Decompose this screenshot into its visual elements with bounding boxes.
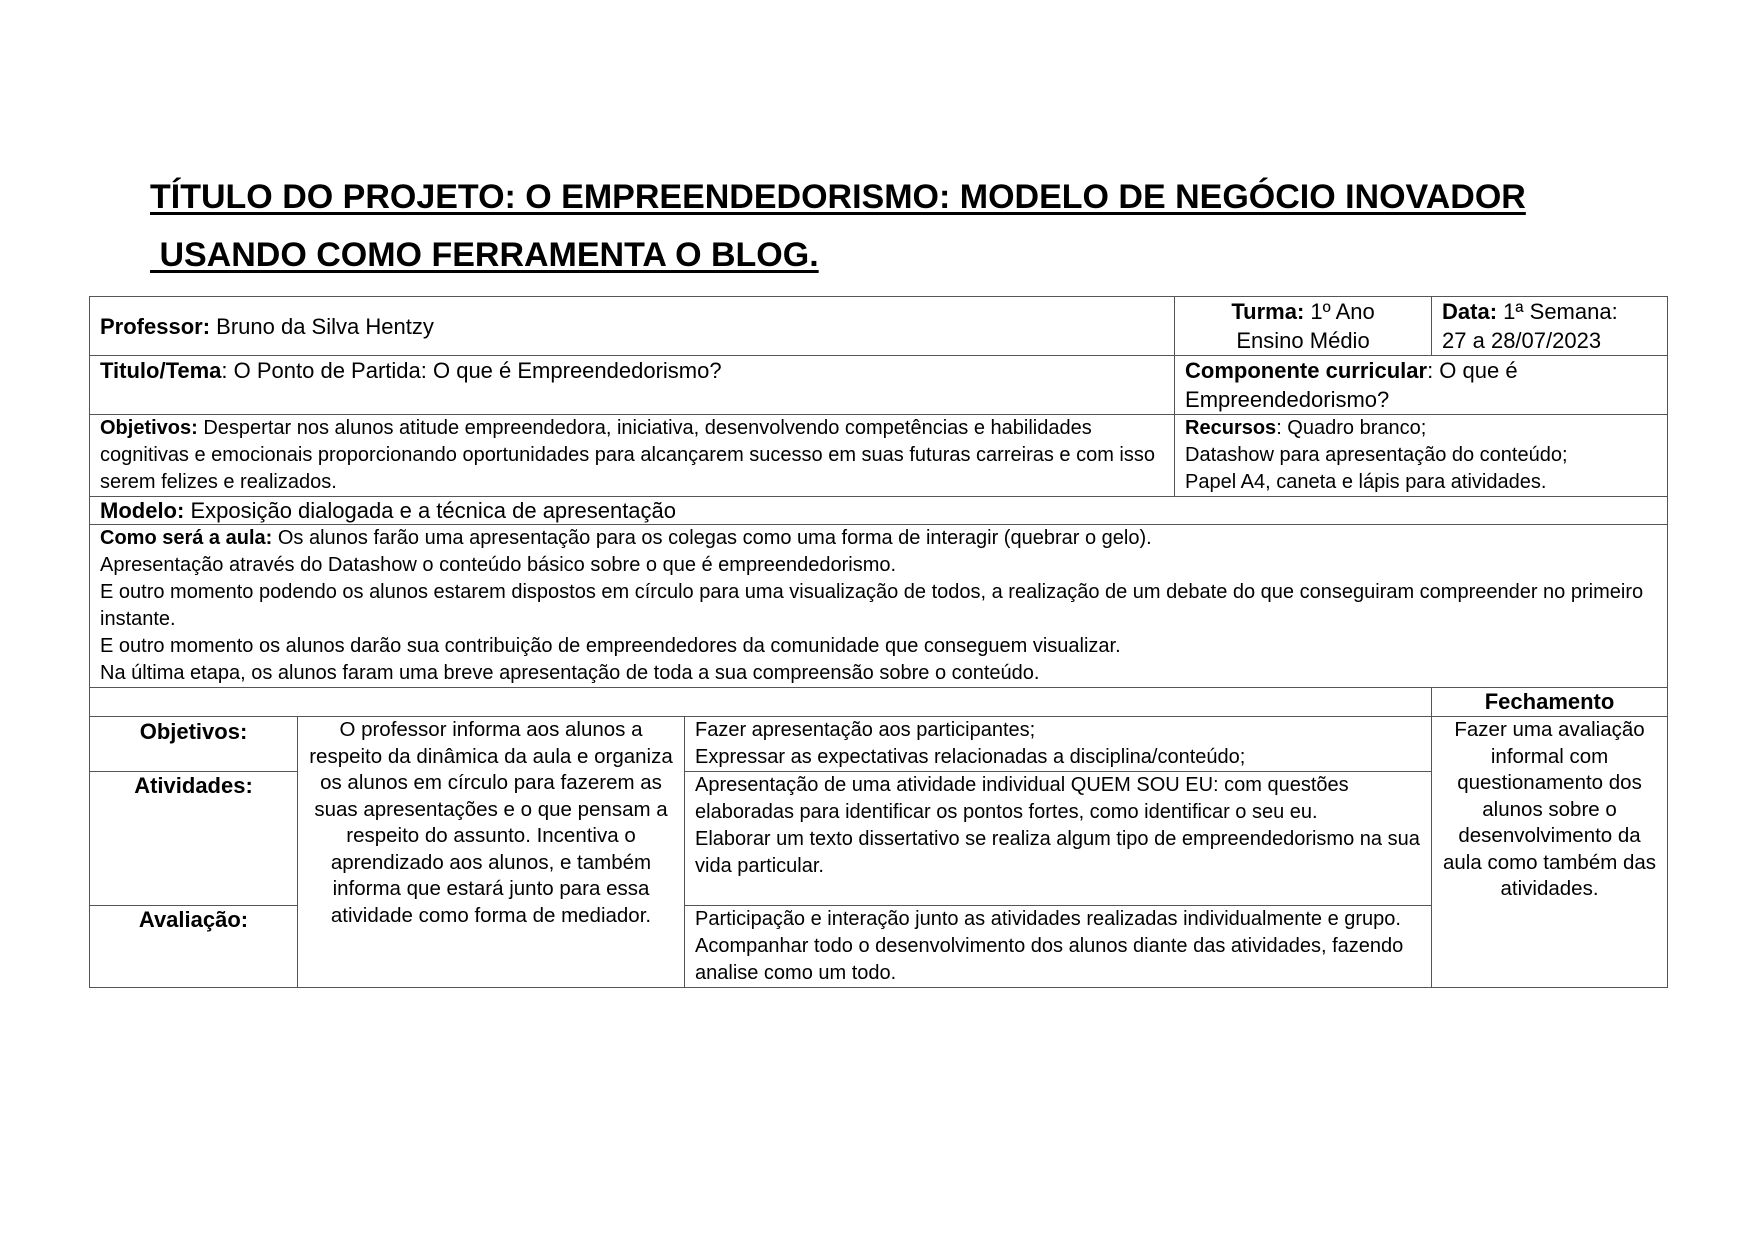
modelo-label: Modelo: [100,498,185,523]
header-row [90,297,1668,356]
recursos-line-2: Datashow para apresentação do conteúdo; [1185,444,1568,466]
fechamento-header-row [90,688,1668,717]
aula-line-2: Apresentação através do Datashow o conteúdo básico sobre o que é empreendedorismo. [100,554,897,576]
recursos-line-3: Papel A4, caneta e lápis para atividades. [1185,471,1547,493]
componente-value: : O que é Empreendedorismo? [1185,358,1518,412]
recursos-label: Recursos [1185,417,1277,439]
professor-value: Bruno da Silva Hentzy [210,313,434,339]
grid-objetivos-row [90,717,1668,772]
data-value-line-2: 27 a 28/07/2023 [1442,328,1602,353]
componente-cell [1175,356,1668,415]
tema-label: Titulo/Tema [100,358,222,383]
turma-label: Turma: [1231,299,1305,324]
data-value: 1ª Semana: [1497,299,1618,324]
aula-line-4: E outro momento os alunos darão sua contribuição de empreendedores da comunidade que conseguem visualizar. [100,635,1121,657]
grid-atividades-line-2: Elaborar um texto dissertativo se realiza algum tipo de empreendedorismo na sua vida particular. [695,828,1420,877]
componente-label: Componente curricular [1185,358,1428,383]
grid-atividades-label: Atividades: [90,772,298,906]
objetivos-row [90,415,1668,497]
grid-avaliacao-label: Avaliação: [90,906,298,988]
tema-row [90,356,1668,415]
tema-value: : O Ponto de Partida: O que é Empreendedorismo? [221,358,722,383]
professor-label: Professor: [100,313,211,339]
aula-label: Como será a aula: [100,527,273,549]
professor-dinamica-cell: O professor informa aos alunos a respeito da dinâmica da aula e organiza os alunos em círculo para fazerem as suas apresentações e o que pensam a respeito do assunto. Incentiva o aprendizado aos alunos, e também informa que estará junto para essa atividade como forma de mediador. [298,717,685,988]
aula-line-1: Os alunos farão uma apresentação para os colegas como uma forma de interagir (quebrar o gelo). [272,527,1152,549]
professor-cell [90,297,1175,356]
turma-value-line-2: Ensino Médio [1236,328,1370,353]
grid-objetivos-cell [685,717,1432,772]
recursos-cell [1175,415,1668,497]
modelo-row [90,497,1668,525]
data-label: Data: [1442,299,1498,324]
fechamento-cell: Fazer uma avaliação informal com questionamento dos alunos sobre o desenvolvimento da aula como também das atividades. [1432,717,1668,988]
project-title-line-2: USANDO COMO FERRAMENTA O BLOG. [150,236,819,274]
grid-avaliacao-cell: Participação e interação junto as atividades realizadas individualmente e grupo. Acompanhar todo o desenvolvimento dos alunos diante das atividades, fazendo analise como um todo. [685,906,1432,988]
aula-cell [90,525,1668,688]
grid-atividades-cell [685,772,1432,906]
aula-row [90,525,1668,688]
fechamento-header-blank [90,688,1432,717]
objetivos-text: Despertar nos alunos atitude empreendedora, iniciativa, desenvolvendo competências e habilidades cognitivas e emocionais proporcionando oportunidades para alcançarem sucesso em suas futuras carreiras e com isso serem felizes e realizados. [100,417,1155,493]
project-title-line-1: TÍTULO DO PROJETO: O EMPREENDEDORISMO: MODELO DE NEGÓCIO INOVADOR [150,178,1526,216]
recursos-line-1: : Quadro branco; [1276,417,1427,439]
modelo-text: Exposição dialogada e a técnica de apresentação [184,498,677,523]
data-cell [1432,297,1668,356]
tema-cell [90,356,1175,415]
grid-objetivos-line-1: Fazer apresentação aos participantes; [695,719,1036,741]
modelo-cell [90,497,1668,525]
grid-objetivos-label: Objetivos: [90,717,298,772]
fechamento-label: Fechamento [1432,688,1668,717]
lesson-plan-table [89,296,1668,988]
objetivos-label: Objetivos: [100,417,198,439]
turma-value: 1º Ano [1304,299,1375,324]
turma-cell [1175,297,1432,356]
aula-line-5: Na última etapa, os alunos faram uma breve apresentação de toda a sua compreensão sobre o conteúdo. [100,662,1040,684]
objetivos-cell [90,415,1175,497]
aula-line-3: E outro momento podendo os alunos estarem dispostos em círculo para uma visualização de todos, a realização de um debate do que conseguiram compreender no primeiro instante. [100,581,1644,630]
grid-objetivos-line-2: Expressar as expectativas relacionadas a disciplina/conteúdo; [695,746,1246,768]
grid-atividades-line-1: Apresentação de uma atividade individual QUEM SOU EU: com questões elaboradas para identificar os pontos fortes, como identificar o seu eu. [695,774,1349,823]
